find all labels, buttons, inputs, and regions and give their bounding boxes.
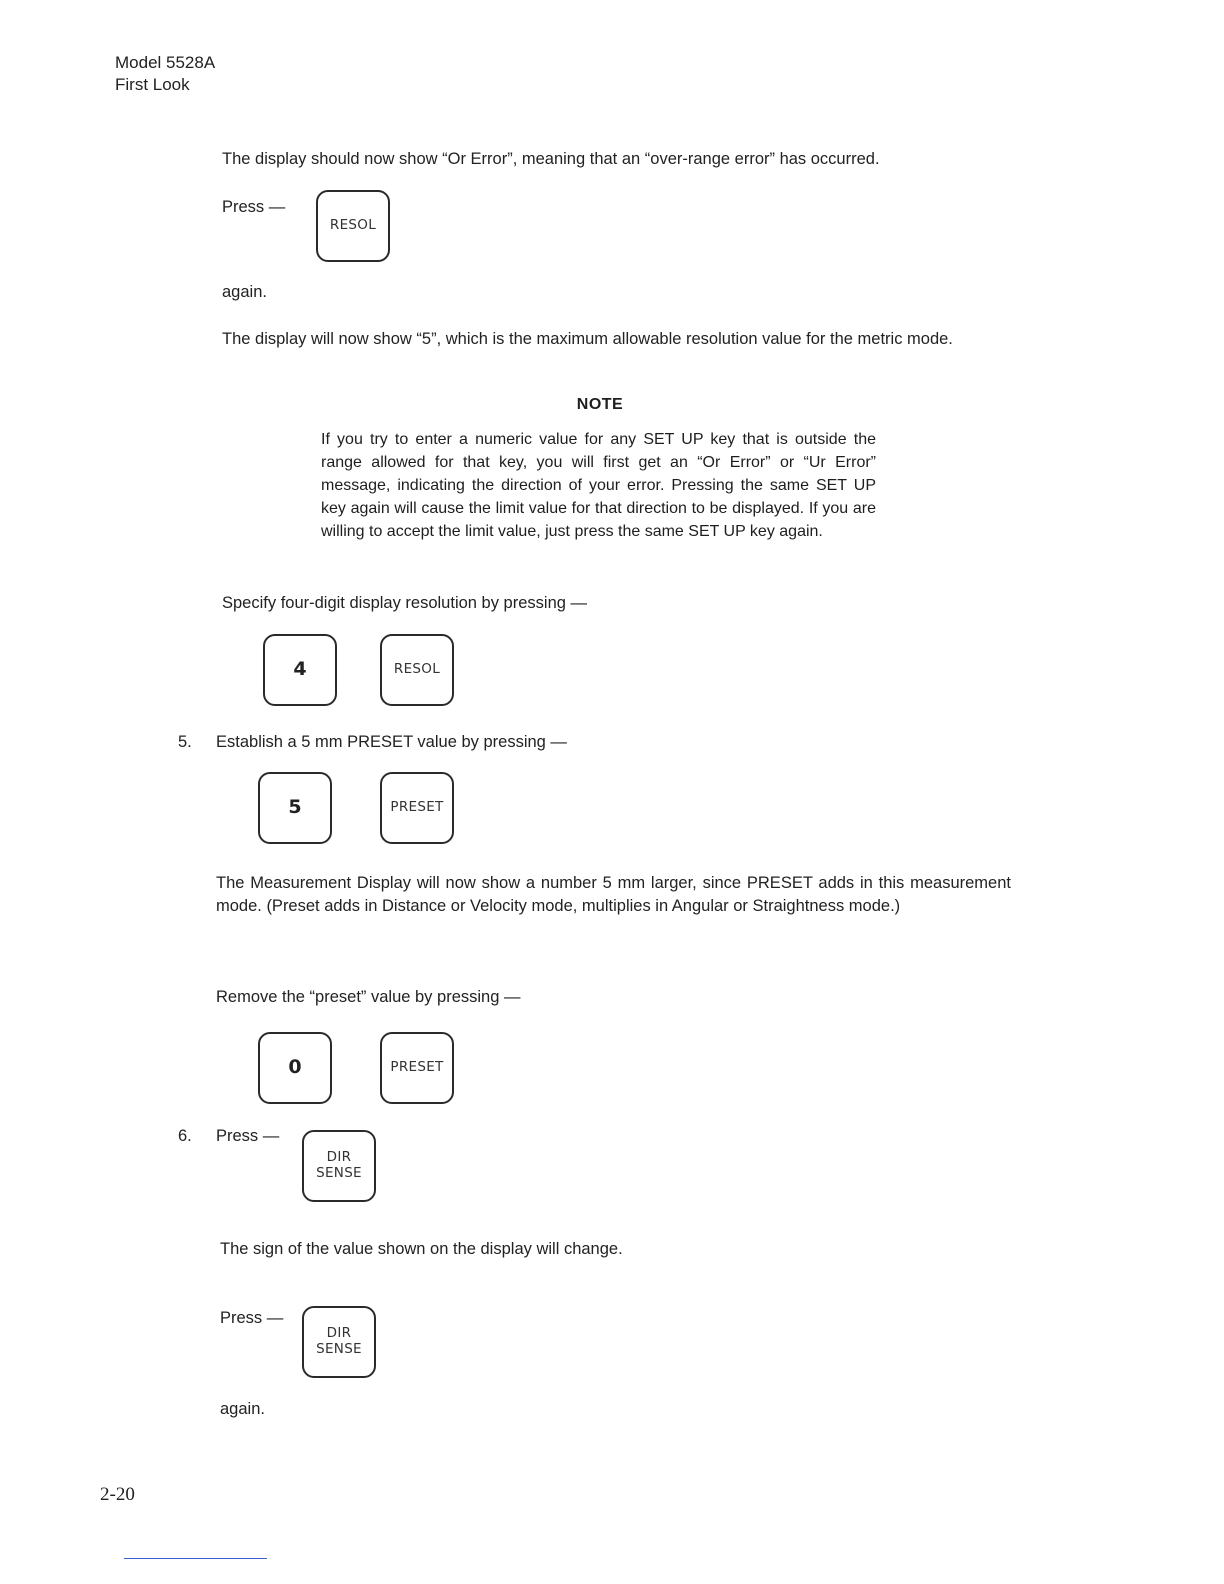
step-6-text: Press — <box>216 1127 280 1145</box>
paragraph-max-resolution: The display will now show “5”, which is the maximum allowable resolution value for the metric mode. <box>222 330 953 348</box>
dir-sense-key <box>302 1130 376 1202</box>
key-0 <box>258 1032 332 1104</box>
header-section: First Look <box>115 75 190 94</box>
again-label: again. <box>220 1400 265 1418</box>
step-5-text: Establish a 5 mm PRESET value by pressing — <box>216 733 567 751</box>
dir-sense-key-line1: DIR <box>326 1149 352 1166</box>
key-5 <box>258 772 332 844</box>
resol-key <box>380 634 454 706</box>
preset-key-label: PRESET <box>390 799 444 816</box>
paragraph-measurement-display: The Measurement Display will now show a number 5 mm larger, since PRESET adds in this measurement mode. (Preset adds in Distance or Velocity mode, multiplies in Angular or Straightness mode.) <box>216 874 1011 915</box>
dir-sense-key-line1: DIR <box>326 1325 352 1342</box>
again-label: again. <box>222 283 267 301</box>
dir-sense-key <box>302 1306 376 1378</box>
paragraph-specify-resolution: Specify four-digit display resolution by pressing — <box>222 594 588 612</box>
running-header <box>115 52 215 96</box>
resol-key <box>316 190 390 262</box>
key-0-label: 0 <box>288 1056 302 1079</box>
paragraph-remove-preset: Remove the “preset” value by pressing — <box>216 988 521 1006</box>
header-model: Model 5528A <box>115 53 216 72</box>
bottom-rule <box>124 1558 267 1559</box>
step-5-number: 5. <box>178 733 192 751</box>
key-5-label: 5 <box>288 796 302 819</box>
step-6-number: 6. <box>178 1127 192 1145</box>
resol-key-label: RESOL <box>393 661 441 678</box>
key-4-label: 4 <box>293 658 307 681</box>
dir-sense-key-line2: SENSE <box>316 1165 362 1181</box>
press-label: Press — <box>220 1309 284 1327</box>
paragraph-sign-change: The sign of the value shown on the display will change. <box>220 1240 623 1258</box>
press-label: Press — <box>222 198 286 216</box>
note-body: If you try to enter a numeric value for any SET UP key that is outside the range allowed for that key, you will first get an “Or Error” or “Ur Error” message, indicating the direction of your error. Pressing the same SET UP key again will cause the limit value for that direction to be displayed. If you are willing to accept the limit value, just press the same SET UP key again. <box>321 431 876 540</box>
preset-key <box>380 772 454 844</box>
dir-sense-key-line2: SENSE <box>316 1341 362 1357</box>
preset-key <box>380 1032 454 1104</box>
key-4 <box>263 634 337 706</box>
resol-key-label: RESOL <box>329 217 377 234</box>
page-number: 2-20 <box>100 1484 135 1505</box>
preset-key-label: PRESET <box>390 1059 444 1076</box>
note-title: NOTE <box>576 396 624 413</box>
paragraph-or-error: The display should now show “Or Error”, meaning that an “over-range error” has occurred. <box>222 150 880 168</box>
